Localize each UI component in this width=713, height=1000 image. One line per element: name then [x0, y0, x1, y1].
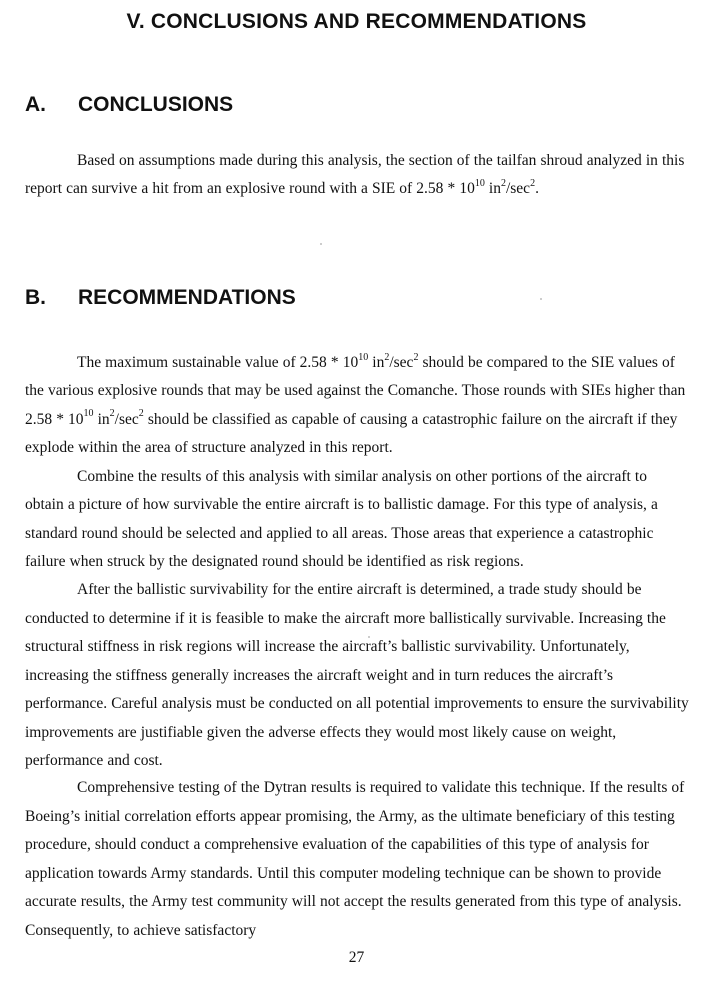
page-number: 27	[348, 949, 365, 966]
chapter-title: V. CONCLUSIONS AND RECOMMENDATIONS	[126, 10, 587, 33]
text-run: in	[484, 180, 501, 198]
section-a-title: CONCLUSIONS	[78, 93, 234, 116]
section-b-title: RECOMMENDATIONS	[78, 286, 296, 309]
section-b-letter: B.	[25, 286, 46, 309]
recommendations-paragraph-1	[25, 349, 689, 462]
superscript-exponent: 2	[384, 351, 390, 363]
section-a-heading	[25, 93, 233, 117]
text-run: Comprehensive testing of the Dytran results is required to validate this technique. If the results of Boeing’s initial correlation efforts appear promising, the Army, as the ultimate beneficiary of this testing procedure, should conduct a comprehensive evaluation of the capabilities of this type of analysis for application towards Army standards. Until this computer modeling technique can be shown to provide accurate results, the Army test community will not accept the results generated from this type of analysis. Consequently, to achieve satisfactory	[25, 779, 685, 939]
section-b-heading	[25, 286, 296, 310]
recommendations-paragraph-2	[25, 463, 689, 576]
text-run: /sec	[389, 354, 414, 371]
section-a-letter: A.	[25, 93, 46, 116]
superscript-exponent: 2	[530, 178, 536, 190]
superscript-exponent: 2	[109, 408, 115, 420]
text-run: should be compared to the SIE values of the various explosive rounds that may be used against the Comanche. Those rounds with SIEs higher than 2.58 * 10	[25, 354, 686, 428]
scan-speck	[368, 636, 370, 638]
text-run: The maximum sustainable value of 2.58 * 10	[77, 354, 359, 371]
superscript-exponent: 2	[138, 408, 144, 420]
superscript-exponent: 10	[358, 351, 369, 363]
text-run: in	[93, 410, 110, 428]
recommendations-paragraph-3	[25, 576, 689, 776]
text-run: Based on assumptions made during this analysis, the section of the tailfan shroud analyzed in this report can survive a hit from an explosive round with a SIE of 2.58 * 10	[25, 152, 685, 198]
superscript-exponent: 2	[500, 178, 506, 190]
scan-speck	[540, 298, 542, 300]
text-run: Combine the results of this analysis with similar analysis on other portions of the aircraft to obtain a picture of how survivable the entire aircraft is to ballistic damage. For this type of analysis, a standard round should be selected and applied to all areas. Those areas that experience a catastrophic failure when struck by the designated round should be identified as risk regions.	[25, 468, 658, 570]
recommendations-paragraph-4	[25, 774, 689, 945]
superscript-exponent: 10	[83, 408, 94, 420]
text-run: /sec	[114, 410, 139, 428]
superscript-exponent: 10	[474, 178, 485, 190]
conclusions-paragraph	[25, 147, 689, 204]
text-run: in	[368, 354, 385, 371]
text-run: After the ballistic survivability for the entire aircraft is determined, a trade study should be conducted to determine if it is feasible to make the aircraft more ballistically survivable. Increasing the structural stiffness in risk regions will increase the aircraft’s ballistic survivability. Unfortunately, increasing the stiffness generally increases the aircraft weight and in turn reduces the aircraft’s performance. Careful analysis must be conducted on all potential improvements to ensure the survivability improvements are justifiable given the adverse effects they would most likely cause on weight, performance and cost.	[25, 581, 689, 769]
text-run: .	[535, 180, 539, 198]
text-run: should be classified as capable of causing a catastrophic failure on the aircraft if they explode within the area of structure analyzed in this report.	[25, 410, 678, 456]
scan-speck	[320, 243, 322, 245]
superscript-exponent: 2	[413, 351, 419, 363]
text-run: /sec	[505, 180, 531, 198]
